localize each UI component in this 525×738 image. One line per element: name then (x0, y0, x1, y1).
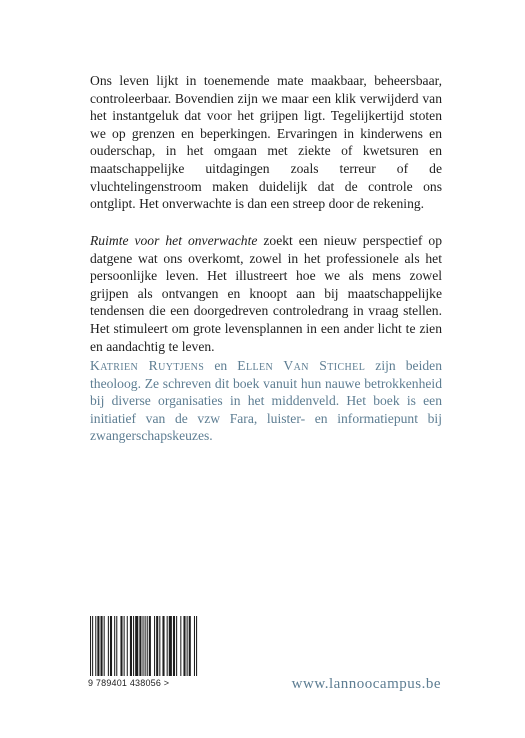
barcode-bar (90, 616, 91, 676)
description-paragraph-1 (90, 72, 442, 213)
barcode-image (88, 616, 208, 676)
description-paragraph-2-text: zoekt een nieuw perspectief op datgene wat ons overkomt, zowel in het professionele als het persoonlijke leven. Het illustreert hoe we als mens zowel grijpen als ontvangen en knoopt aan bij maatschappelijke tendensen die een doorgedreven controledrang in vraag stellen. Het stimuleert om grote levensplannen in een ander licht te zien en aandachtig te leven. (90, 233, 443, 354)
barcode (88, 616, 208, 688)
description-paragraph-2 (90, 232, 442, 355)
barcode-bar (114, 616, 115, 676)
barcode-bar (116, 616, 117, 676)
barcode-bar (196, 616, 197, 676)
barcode-bar (130, 616, 132, 676)
barcode-bar (145, 616, 146, 676)
barcode-bar (154, 616, 155, 676)
barcode-bar (176, 616, 177, 676)
barcode-bar (156, 616, 158, 676)
barcode-bar (187, 616, 188, 676)
book-title: Ruimte voor het onverwachte (90, 233, 258, 248)
barcode-bar (143, 616, 144, 676)
barcode-bar (104, 616, 105, 676)
barcode-bar (149, 616, 151, 676)
author-bio-text: zijn beiden theoloog. Ze schreven dit boek vanuit hun nauwe betrokkenheid bij diverse organisaties in het middenveld. Het boek is een initiatief van de vzw Fara, luister- en informatiepunt bij zwangerschapskeuzes. (90, 358, 442, 444)
barcode-bar (189, 616, 191, 676)
barcode-bar (173, 616, 175, 676)
author-name-1: Katrien Ruytjens (90, 358, 205, 373)
barcode-bar (124, 616, 125, 676)
barcode-bar (133, 616, 134, 676)
description-paragraph-1-text: Ons leven lijkt in toenemende mate maakbaar, beheersbaar, controleerbaar. Bovendien zijn we maar een klik verwijderd van het instantgeluk dat voor het grijpen ligt. Tegelijkertijd stoten we op grenzen en beperkingen. Ervaringen in kinderwens en ouderschap, in het omgaan met ziekte of kwetsuren en maatschappelijke uitdagingen zoals terreur of de vluchtelingenstroom maken duidelijk dat de controle ons ontglipt. Het onverwachte is dan een streep door de rekening. (90, 73, 442, 212)
barcode-bar (135, 616, 138, 676)
barcode-bar (92, 616, 93, 676)
barcode-bar (162, 616, 164, 676)
barcode-bar (127, 616, 128, 676)
barcode-bar (110, 616, 112, 676)
barcode-bar (183, 616, 185, 676)
barcode-bar (95, 616, 96, 676)
author-bio-paragraph (90, 357, 442, 445)
barcode-bar (167, 616, 168, 676)
barcode-bar (159, 616, 160, 676)
isbn-number: 9 789401 438056 > (88, 678, 170, 688)
author-name-2: Ellen Van Stichel (237, 358, 366, 373)
barcode-bar (97, 616, 99, 676)
barcode-bar (108, 616, 109, 676)
barcode-bar (101, 616, 103, 676)
barcode-bar (120, 616, 122, 676)
barcode-bar (147, 616, 148, 676)
barcode-bar (180, 616, 181, 676)
barcode-bar (139, 616, 141, 676)
publisher-website[interactable]: www.lannoocampus.be (291, 676, 441, 692)
barcode-bar (194, 616, 195, 676)
barcode-bar (169, 616, 172, 676)
author-connector: en (204, 358, 238, 373)
